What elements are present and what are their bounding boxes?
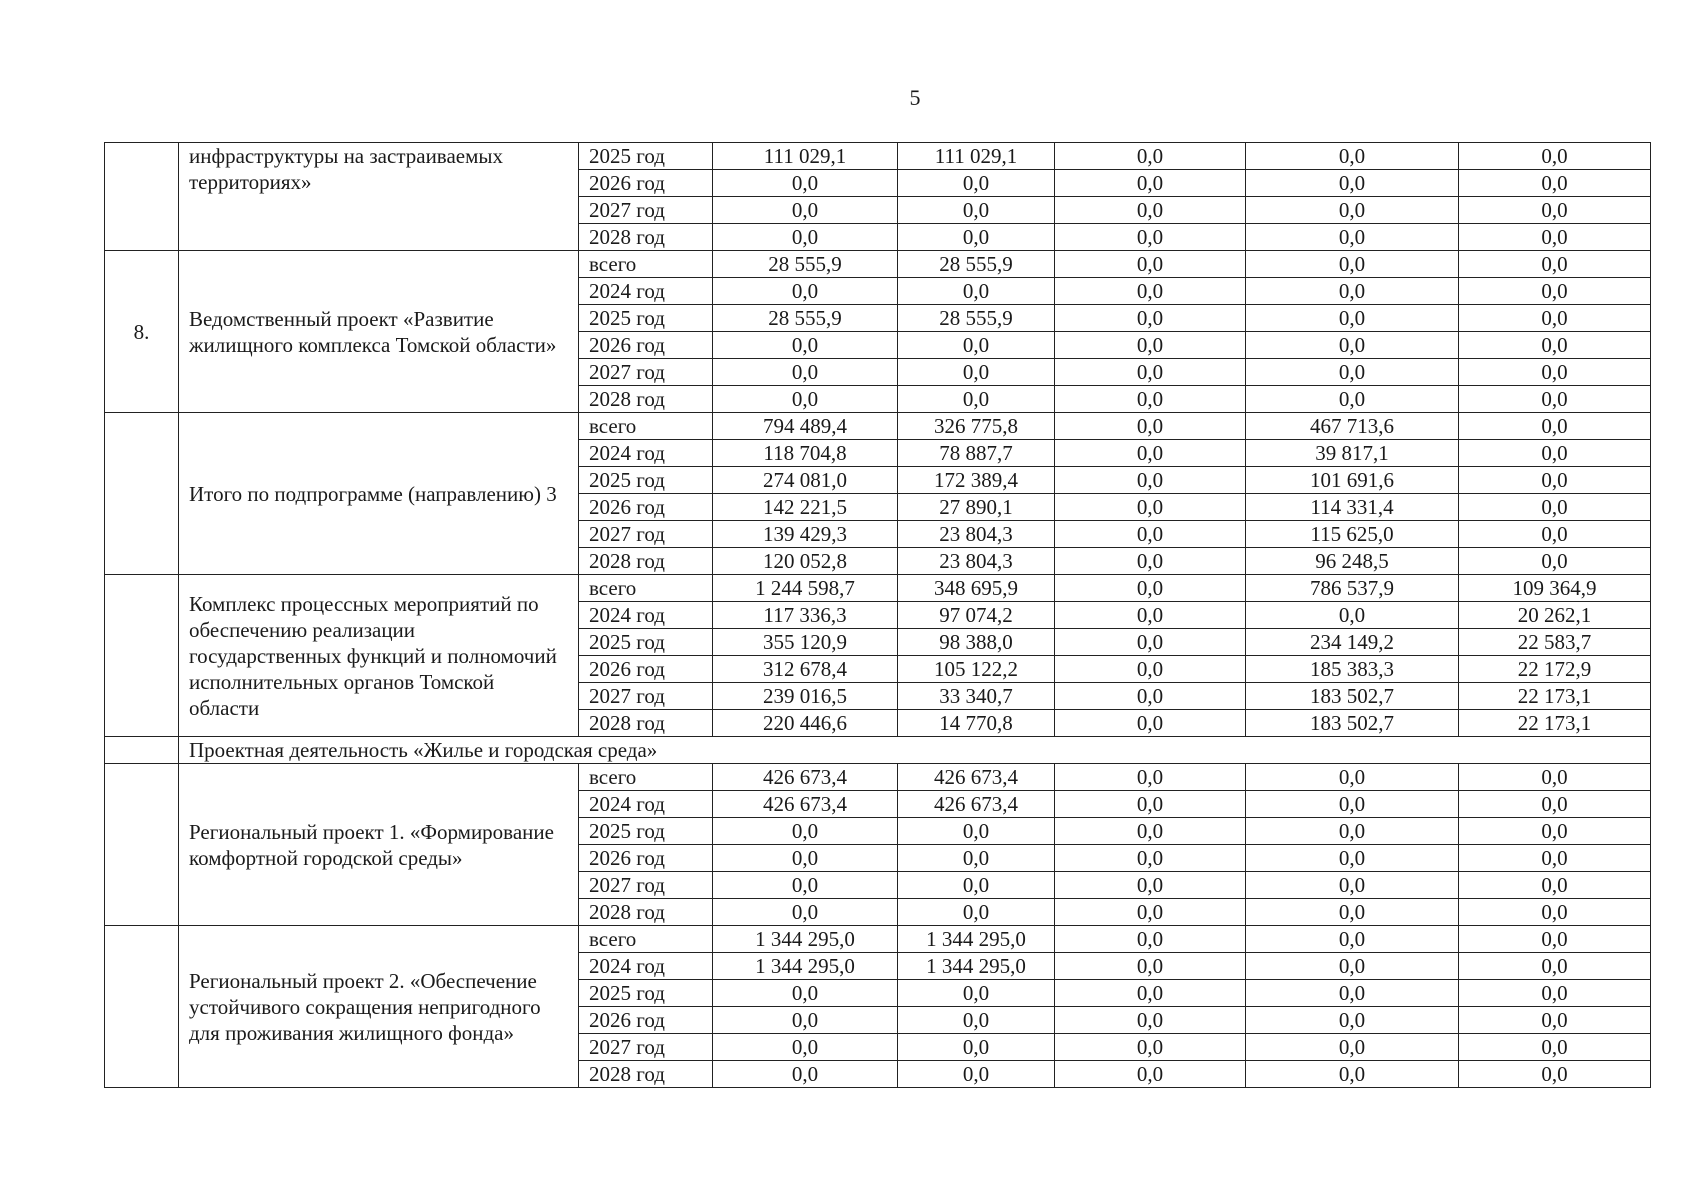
- amount-cell: 0,0: [1459, 359, 1651, 386]
- period-cell: 2028 год: [579, 224, 713, 251]
- amount-cell: 1 344 295,0: [898, 926, 1055, 953]
- amount-cell: 234 149,2: [1246, 629, 1459, 656]
- amount-cell: 0,0: [1459, 818, 1651, 845]
- amount-cell: 0,0: [898, 872, 1055, 899]
- amount-cell: 0,0: [898, 1007, 1055, 1034]
- period-cell: 2026 год: [579, 332, 713, 359]
- period-cell: 2024 год: [579, 278, 713, 305]
- amount-cell: 0,0: [1246, 386, 1459, 413]
- amount-cell: 0,0: [1459, 872, 1651, 899]
- item-name-cell: Комплекс процессных мероприятий по обеспечению реализации государственных функций и полномочий исполнительных органов Томской области: [179, 575, 579, 737]
- amount-cell: 0,0: [1055, 332, 1246, 359]
- amount-cell: 183 502,7: [1246, 710, 1459, 737]
- amount-cell: 111 029,1: [898, 143, 1055, 170]
- amount-cell: 115 625,0: [1246, 521, 1459, 548]
- row-number-cell: [105, 413, 179, 575]
- amount-cell: 786 537,9: [1246, 575, 1459, 602]
- amount-cell: 0,0: [1055, 413, 1246, 440]
- amount-cell: 467 713,6: [1246, 413, 1459, 440]
- amount-cell: 185 383,3: [1246, 656, 1459, 683]
- table-row: [105, 143, 1651, 170]
- amount-cell: 0,0: [1246, 980, 1459, 1007]
- amount-cell: 0,0: [713, 332, 898, 359]
- period-cell: 2026 год: [579, 494, 713, 521]
- amount-cell: 0,0: [1246, 764, 1459, 791]
- item-name-cell: Итого по подпрограмме (направлению) 3: [179, 413, 579, 575]
- amount-cell: 28 555,9: [898, 251, 1055, 278]
- amount-cell: 0,0: [1459, 332, 1651, 359]
- amount-cell: 220 446,6: [713, 710, 898, 737]
- budget-table-body: [105, 143, 1651, 1088]
- amount-cell: 0,0: [713, 197, 898, 224]
- amount-cell: 326 775,8: [898, 413, 1055, 440]
- amount-cell: 0,0: [1055, 494, 1246, 521]
- amount-cell: 0,0: [1246, 872, 1459, 899]
- amount-cell: 0,0: [1055, 602, 1246, 629]
- amount-cell: 0,0: [1459, 467, 1651, 494]
- amount-cell: 426 673,4: [713, 791, 898, 818]
- amount-cell: 0,0: [1055, 683, 1246, 710]
- amount-cell: 0,0: [898, 1061, 1055, 1088]
- amount-cell: 0,0: [1459, 980, 1651, 1007]
- amount-cell: 0,0: [713, 170, 898, 197]
- amount-cell: 0,0: [1246, 197, 1459, 224]
- amount-cell: 355 120,9: [713, 629, 898, 656]
- amount-cell: 0,0: [713, 1007, 898, 1034]
- amount-cell: 0,0: [1055, 818, 1246, 845]
- amount-cell: 0,0: [1459, 143, 1651, 170]
- period-cell: 2027 год: [579, 872, 713, 899]
- amount-cell: 0,0: [1459, 1061, 1651, 1088]
- amount-cell: 0,0: [1459, 305, 1651, 332]
- item-name-cell: инфраструктуры на застраиваемых территориях»: [179, 143, 579, 251]
- amount-cell: 0,0: [1055, 170, 1246, 197]
- amount-cell: 0,0: [1055, 872, 1246, 899]
- amount-cell: 1 344 295,0: [898, 953, 1055, 980]
- amount-cell: 0,0: [1459, 251, 1651, 278]
- amount-cell: 22 173,1: [1459, 683, 1651, 710]
- amount-cell: 0,0: [898, 359, 1055, 386]
- row-number-cell: [105, 737, 179, 764]
- amount-cell: 0,0: [1055, 926, 1246, 953]
- amount-cell: 0,0: [898, 170, 1055, 197]
- amount-cell: 0,0: [1055, 710, 1246, 737]
- amount-cell: 0,0: [1055, 278, 1246, 305]
- amount-cell: 114 331,4: [1246, 494, 1459, 521]
- amount-cell: 0,0: [1055, 521, 1246, 548]
- amount-cell: 117 336,3: [713, 602, 898, 629]
- amount-cell: 0,0: [1459, 170, 1651, 197]
- amount-cell: 0,0: [1459, 791, 1651, 818]
- amount-cell: 109 364,9: [1459, 575, 1651, 602]
- budget-table: [104, 142, 1651, 1088]
- period-cell: 2024 год: [579, 602, 713, 629]
- period-cell: 2028 год: [579, 548, 713, 575]
- amount-cell: 0,0: [1459, 953, 1651, 980]
- amount-cell: 0,0: [713, 386, 898, 413]
- amount-cell: 0,0: [1246, 170, 1459, 197]
- amount-cell: 0,0: [1459, 926, 1651, 953]
- amount-cell: 0,0: [1055, 764, 1246, 791]
- amount-cell: 0,0: [1055, 899, 1246, 926]
- item-name-cell: Региональный проект 1. «Формирование комфортной городской среды»: [179, 764, 579, 926]
- amount-cell: 0,0: [1246, 305, 1459, 332]
- period-cell: 2027 год: [579, 683, 713, 710]
- period-cell: всего: [579, 251, 713, 278]
- amount-cell: 0,0: [713, 845, 898, 872]
- row-number-cell: [105, 926, 179, 1088]
- amount-cell: 0,0: [1246, 1061, 1459, 1088]
- amount-cell: 118 704,8: [713, 440, 898, 467]
- amount-cell: 0,0: [1055, 629, 1246, 656]
- amount-cell: 0,0: [1246, 359, 1459, 386]
- period-cell: всего: [579, 926, 713, 953]
- amount-cell: 0,0: [1246, 791, 1459, 818]
- period-cell: всего: [579, 575, 713, 602]
- amount-cell: 0,0: [1246, 818, 1459, 845]
- amount-cell: 0,0: [898, 332, 1055, 359]
- amount-cell: 0,0: [1055, 359, 1246, 386]
- period-cell: 2025 год: [579, 818, 713, 845]
- amount-cell: 0,0: [898, 1034, 1055, 1061]
- amount-cell: 0,0: [1246, 278, 1459, 305]
- amount-cell: 28 555,9: [713, 305, 898, 332]
- row-number-cell: [105, 764, 179, 926]
- amount-cell: 0,0: [713, 818, 898, 845]
- amount-cell: 0,0: [713, 359, 898, 386]
- amount-cell: 0,0: [1459, 1034, 1651, 1061]
- amount-cell: 120 052,8: [713, 548, 898, 575]
- period-cell: 2028 год: [579, 386, 713, 413]
- period-cell: 2025 год: [579, 305, 713, 332]
- page-number: 5: [909, 85, 921, 110]
- period-cell: 2025 год: [579, 980, 713, 1007]
- section-title: Проектная деятельность «Жилье и городская среда»: [179, 737, 1651, 764]
- amount-cell: 0,0: [1055, 440, 1246, 467]
- period-cell: всего: [579, 413, 713, 440]
- amount-cell: 312 678,4: [713, 656, 898, 683]
- amount-cell: 101 691,6: [1246, 467, 1459, 494]
- amount-cell: 0,0: [1055, 575, 1246, 602]
- period-cell: 2024 год: [579, 953, 713, 980]
- period-cell: 2025 год: [579, 467, 713, 494]
- amount-cell: 0,0: [1055, 656, 1246, 683]
- item-name-cell: Ведомственный проект «Развитие жилищного комплекса Томской области»: [179, 251, 579, 413]
- amount-cell: 0,0: [1459, 548, 1651, 575]
- amount-cell: 105 122,2: [898, 656, 1055, 683]
- amount-cell: 426 673,4: [898, 791, 1055, 818]
- row-number-cell: [105, 143, 179, 251]
- period-cell: 2024 год: [579, 791, 713, 818]
- amount-cell: 426 673,4: [713, 764, 898, 791]
- amount-cell: 0,0: [1459, 386, 1651, 413]
- amount-cell: 139 429,3: [713, 521, 898, 548]
- amount-cell: 0,0: [898, 197, 1055, 224]
- amount-cell: 0,0: [713, 980, 898, 1007]
- amount-cell: 22 173,1: [1459, 710, 1651, 737]
- amount-cell: 0,0: [1055, 197, 1246, 224]
- amount-cell: 111 029,1: [713, 143, 898, 170]
- amount-cell: 0,0: [1055, 1061, 1246, 1088]
- period-cell: 2028 год: [579, 899, 713, 926]
- amount-cell: 0,0: [1459, 521, 1651, 548]
- amount-cell: 39 817,1: [1246, 440, 1459, 467]
- amount-cell: 0,0: [713, 224, 898, 251]
- period-cell: 2028 год: [579, 1061, 713, 1088]
- amount-cell: 27 890,1: [898, 494, 1055, 521]
- amount-cell: 0,0: [713, 1061, 898, 1088]
- amount-cell: 0,0: [1459, 764, 1651, 791]
- amount-cell: 0,0: [898, 818, 1055, 845]
- amount-cell: 23 804,3: [898, 548, 1055, 575]
- amount-cell: 20 262,1: [1459, 602, 1651, 629]
- amount-cell: 0,0: [1055, 224, 1246, 251]
- period-cell: 2025 год: [579, 143, 713, 170]
- amount-cell: 1 244 598,7: [713, 575, 898, 602]
- amount-cell: 0,0: [1459, 494, 1651, 521]
- amount-cell: 28 555,9: [713, 251, 898, 278]
- amount-cell: 0,0: [713, 278, 898, 305]
- amount-cell: 0,0: [1246, 251, 1459, 278]
- amount-cell: 0,0: [1459, 899, 1651, 926]
- amount-cell: 1 344 295,0: [713, 926, 898, 953]
- amount-cell: 22 172,9: [1459, 656, 1651, 683]
- amount-cell: 0,0: [1246, 953, 1459, 980]
- amount-cell: 0,0: [713, 1034, 898, 1061]
- amount-cell: 0,0: [1246, 224, 1459, 251]
- amount-cell: 0,0: [1055, 1007, 1246, 1034]
- amount-cell: 0,0: [1459, 440, 1651, 467]
- period-cell: 2027 год: [579, 359, 713, 386]
- amount-cell: 142 221,5: [713, 494, 898, 521]
- amount-cell: 23 804,3: [898, 521, 1055, 548]
- amount-cell: 0,0: [1246, 1034, 1459, 1061]
- amount-cell: 0,0: [1459, 197, 1651, 224]
- row-number-cell: [105, 575, 179, 737]
- table-row: [105, 926, 1651, 953]
- amount-cell: 0,0: [1055, 791, 1246, 818]
- amount-cell: 0,0: [1246, 143, 1459, 170]
- amount-cell: 0,0: [1055, 386, 1246, 413]
- period-cell: 2026 год: [579, 1007, 713, 1034]
- amount-cell: 14 770,8: [898, 710, 1055, 737]
- amount-cell: 0,0: [1246, 332, 1459, 359]
- amount-cell: 0,0: [898, 224, 1055, 251]
- row-number-cell: 8.: [105, 251, 179, 413]
- amount-cell: 22 583,7: [1459, 629, 1651, 656]
- period-cell: 2027 год: [579, 1034, 713, 1061]
- period-cell: 2027 год: [579, 197, 713, 224]
- period-cell: всего: [579, 764, 713, 791]
- amount-cell: 0,0: [898, 845, 1055, 872]
- amount-cell: 0,0: [1055, 980, 1246, 1007]
- amount-cell: 426 673,4: [898, 764, 1055, 791]
- amount-cell: 96 248,5: [1246, 548, 1459, 575]
- amount-cell: 0,0: [1246, 845, 1459, 872]
- period-cell: 2024 год: [579, 440, 713, 467]
- period-cell: 2028 год: [579, 710, 713, 737]
- amount-cell: 0,0: [713, 872, 898, 899]
- section-row: [105, 737, 1651, 764]
- amount-cell: 33 340,7: [898, 683, 1055, 710]
- period-cell: 2025 год: [579, 629, 713, 656]
- amount-cell: 0,0: [1459, 278, 1651, 305]
- table-row: [105, 251, 1651, 278]
- amount-cell: 183 502,7: [1246, 683, 1459, 710]
- amount-cell: 0,0: [1055, 953, 1246, 980]
- amount-cell: 239 016,5: [713, 683, 898, 710]
- table-row: [105, 764, 1651, 791]
- amount-cell: 0,0: [1055, 305, 1246, 332]
- amount-cell: 0,0: [1055, 251, 1246, 278]
- amount-cell: 0,0: [898, 278, 1055, 305]
- amount-cell: 0,0: [1246, 899, 1459, 926]
- item-name-cell: Региональный проект 2. «Обеспечение устойчивого сокращения непригодного для проживания жилищного фонда»: [179, 926, 579, 1088]
- amount-cell: 0,0: [1246, 926, 1459, 953]
- table-row: [105, 413, 1651, 440]
- amount-cell: 172 389,4: [898, 467, 1055, 494]
- amount-cell: 28 555,9: [898, 305, 1055, 332]
- amount-cell: 0,0: [713, 899, 898, 926]
- amount-cell: 97 074,2: [898, 602, 1055, 629]
- amount-cell: 1 344 295,0: [713, 953, 898, 980]
- amount-cell: 0,0: [898, 386, 1055, 413]
- amount-cell: 0,0: [1459, 845, 1651, 872]
- amount-cell: 0,0: [1459, 224, 1651, 251]
- amount-cell: 0,0: [898, 899, 1055, 926]
- amount-cell: 0,0: [1055, 845, 1246, 872]
- amount-cell: 0,0: [1055, 143, 1246, 170]
- period-cell: 2027 год: [579, 521, 713, 548]
- amount-cell: 274 081,0: [713, 467, 898, 494]
- amount-cell: 0,0: [1459, 1007, 1651, 1034]
- amount-cell: 794 489,4: [713, 413, 898, 440]
- amount-cell: 0,0: [1246, 1007, 1459, 1034]
- amount-cell: 0,0: [1055, 1034, 1246, 1061]
- amount-cell: 0,0: [898, 980, 1055, 1007]
- amount-cell: 348 695,9: [898, 575, 1055, 602]
- amount-cell: 78 887,7: [898, 440, 1055, 467]
- amount-cell: 98 388,0: [898, 629, 1055, 656]
- amount-cell: 0,0: [1055, 548, 1246, 575]
- period-cell: 2026 год: [579, 845, 713, 872]
- amount-cell: 0,0: [1246, 602, 1459, 629]
- amount-cell: 0,0: [1055, 467, 1246, 494]
- period-cell: 2026 год: [579, 656, 713, 683]
- amount-cell: 0,0: [1459, 413, 1651, 440]
- period-cell: 2026 год: [579, 170, 713, 197]
- table-row: [105, 575, 1651, 602]
